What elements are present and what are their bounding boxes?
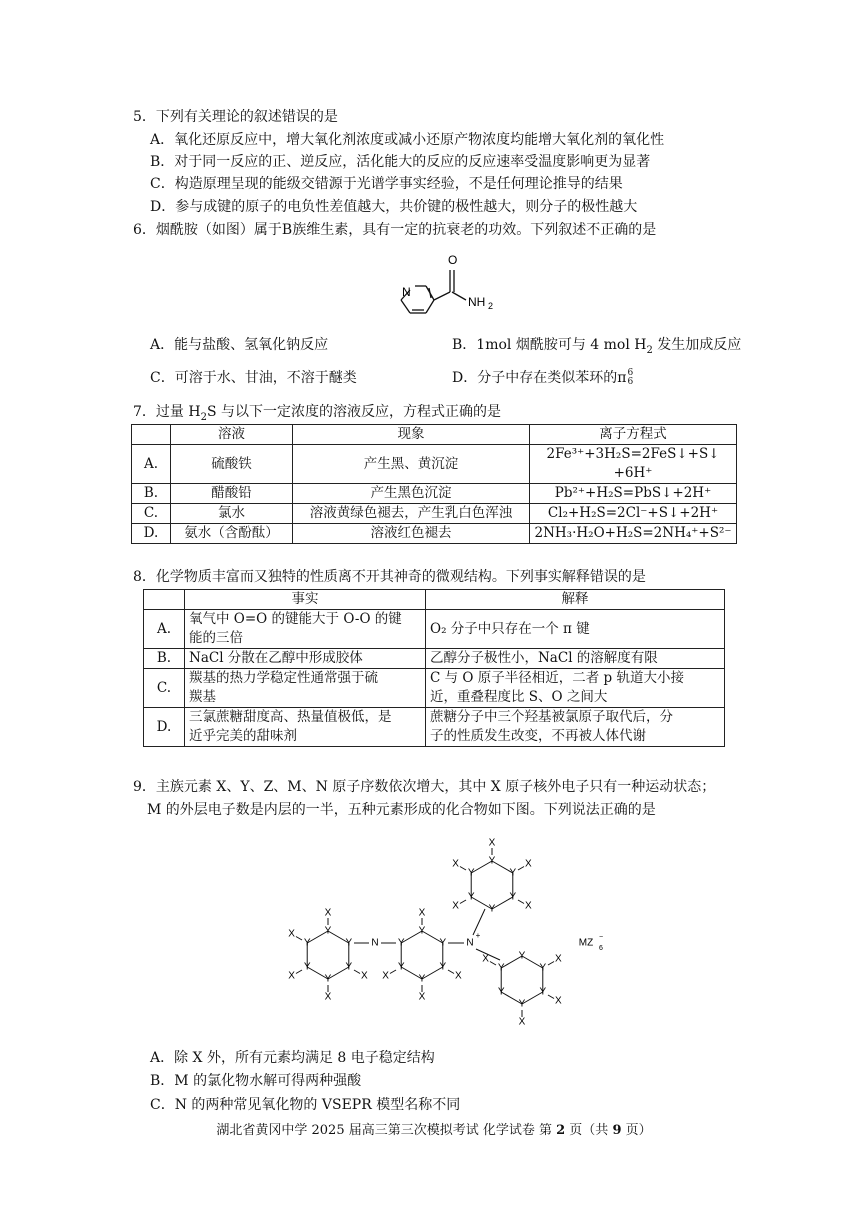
structure-o-label: O [448,253,458,267]
nicotinamide-structure [390,248,500,320]
table-row: B. 醋酸铅 产生黑色沉淀 Pb²⁺+H₂S=PbS↓+2H⁺ [132,484,737,504]
substituent-bond [518,900,524,904]
q5-stem: 5．下列有关理论的叙述错误的是 [133,109,338,125]
atom-y-label: Y [488,903,496,915]
substituent-bond [490,962,496,966]
substituent-bond [460,867,466,871]
table-row: D. 三氯蔗糖甜度高、热量值极低，是 近乎完美的甜味剂 蔗糖分子中三个羟基被氯原子取代后，分 子的性质发生改变，不再被人体代谢 [144,708,725,747]
table-header-row: 事实 解释 [144,590,725,610]
atom-y-label: Y [418,973,426,985]
q9-compound-structure [270,825,630,1040]
anion-superscript: − [598,933,604,941]
table-row: A. 硫酸铁 产生黑、黄沉淀 2Fe³⁺+3H₂S=2FeS↓+S↓ +6H⁺ [132,445,737,484]
q9-option-b: B．M 的氯化物水解可得两种强酸 [150,1073,362,1089]
q7-stem: 7．过量 $H_2S$ 与以下一定浓度的溶液反应，方程式正确的是 [133,404,501,423]
table-row: C. 羰基的热力学稳定性通常强于硫 羰基 C 与 O 原子半径相近，二者 p 轨道大小接 近，重叠程度比 S、O 之间大 [144,669,725,708]
atom-x-label: X [382,970,389,982]
atom-y-label: Y [539,986,547,998]
q9-stem-line1: 9．主族元素 X、Y、Z、M、N 原子序数依次增大，其中 X 原子核外电子只有一种运动状态； [133,779,716,795]
atom-y-label: Y [418,925,426,937]
substituent-bond [296,970,302,974]
atom-y-label: Y [303,937,311,949]
atom-x-label: X [288,970,295,982]
substituent-bond [518,867,524,871]
atom-x-label: X [418,991,426,1003]
q6-option-c: C．可溶于水、甘油，不溶于醚类 [150,370,357,386]
table-row: D. 氨水（含酚酞） 溶液红色褪去 2NH₃·H₂O+H₂S=2NH₄⁺+S²⁻ [132,524,737,544]
substituent-bond [448,970,454,974]
q7-table [131,424,737,544]
atom-y-label: Y [497,986,505,998]
atom-x-label: X [455,970,462,982]
atom-x-label: X [518,1016,526,1028]
q5-option-b: B．对于同一反应的正、逆反应，活化能大的反应的反应速率受温度影响更为显著 [150,154,651,170]
atom-y-label: Y [518,998,526,1010]
q8-table [143,589,725,747]
q6-option-a: A．能与盐酸、氢氧化钠反应 [150,337,329,353]
atom-x-label: X [525,900,532,912]
charge-plus-label: + [475,931,481,941]
atom-x-label: X [452,858,459,870]
anion-label: MZ [578,937,594,949]
atom-x-label: X [324,907,332,919]
atom-y-label: Y [439,961,447,973]
q6-stem: 6．烟酰胺（如图）属于B族维生素，具有一定的抗衰老的功效。下列叙述不正确的是 [133,222,657,238]
q9-option-a: A．除 X 外，所有元素均满足 8 电子稳定结构 [150,1050,435,1066]
q5-option-d: D．参与成键的原子的电负性差值越大，共价键的极性越大，则分子的极性越大 [150,199,638,215]
atom-y-label: Y [303,961,311,973]
atom-x-label: X [361,970,368,982]
table-row: B. NaCl 分散在乙醇中形成胶体 乙醇分子极性小，NaCl 的溶解度有限 [144,649,725,669]
atom-y-label: Y [397,937,405,949]
atom-y-label: Y [324,925,332,937]
atom-y-label: Y [439,937,447,949]
structure-nh2-sub: 2 [488,301,494,311]
atom-y-label: Y [324,973,332,985]
atom-x-label: X [555,995,562,1007]
substituent-bond [354,970,360,974]
atom-y-label: Y [539,962,547,974]
atom-x-label: X [452,900,459,912]
table-row: C. 氯水 溶液黄绿色褪去，产生乳白色浑浊 Cl₂+H₂S=2Cl⁻+S↓+2H⁺ [132,504,737,524]
atom-x-label: X [555,953,562,965]
substituent-bond [548,962,554,966]
q6-option-d: D．分子中存在类似苯环的π6 6 [452,368,634,387]
atom-x-label: X [525,858,532,870]
structure-nh2-label: NH [468,295,486,309]
substituent-bond [548,995,554,999]
structure-n-label: N [402,285,411,299]
atom-x-label: X [288,928,295,940]
substituent-bond [390,970,396,974]
atom-n-label: N [371,937,379,949]
atom-n-label: N [466,937,474,949]
atom-y-label: Y [467,867,475,879]
atom-y-label: Y [497,962,505,974]
atom-y-label: Y [488,855,496,867]
substituent-bond [296,937,302,941]
atom-x-label: X [324,991,332,1003]
anion-subscript: 6 [599,944,603,952]
substituent-bond [460,900,466,904]
q6-option-b: B．1mol 烟酰胺可与 4 mol $H_2$ 发生加成反应 [452,337,742,356]
atom-x-label: X [482,953,489,965]
q5-option-c: C．构造原理呈现的能级交错源于光谱学事实经验，不是任何理论推导的结果 [150,176,623,192]
atom-y-label: Y [397,961,405,973]
atom-y-label: Y [467,891,475,903]
atom-y-label: Y [518,950,526,962]
table-header-row: 溶液 现象 离子方程式 [132,425,737,445]
q9-stem-line2: M 的外层电子数是内层的一半，五种元素形成的化合物如下图。下列说法正确的是 [147,802,656,818]
atom-x-label: X [418,907,426,919]
page-footer: 湖北省黄冈中学 2025 届高三第三次模拟考试 化学试卷 第 2 页（共 9 页） [216,1123,652,1138]
q5-option-a: A．氧化还原反应中，增大氧化剂浓度或减小还原产物浓度均能增大氧化剂的氧化性 [150,132,665,148]
atom-x-label: X [488,837,496,849]
atom-y-label: Y [345,961,353,973]
atom-y-label: Y [345,937,353,949]
q9-option-c: C．N 的两种常见氧化物的 VSEPR 模型名称不同 [150,1097,461,1113]
table-row: A. 氧气中 O=O 的键能大于 O-O 的键 能的三倍 O₂ 分子中只存在一个 π 键 [144,610,725,649]
atom-y-label: Y [509,867,517,879]
q8-stem: 8．化学物质丰富而又独特的性质离不开其神奇的微观结构。下列事实解释错误的是 [133,569,646,585]
atom-y-label: Y [509,891,517,903]
